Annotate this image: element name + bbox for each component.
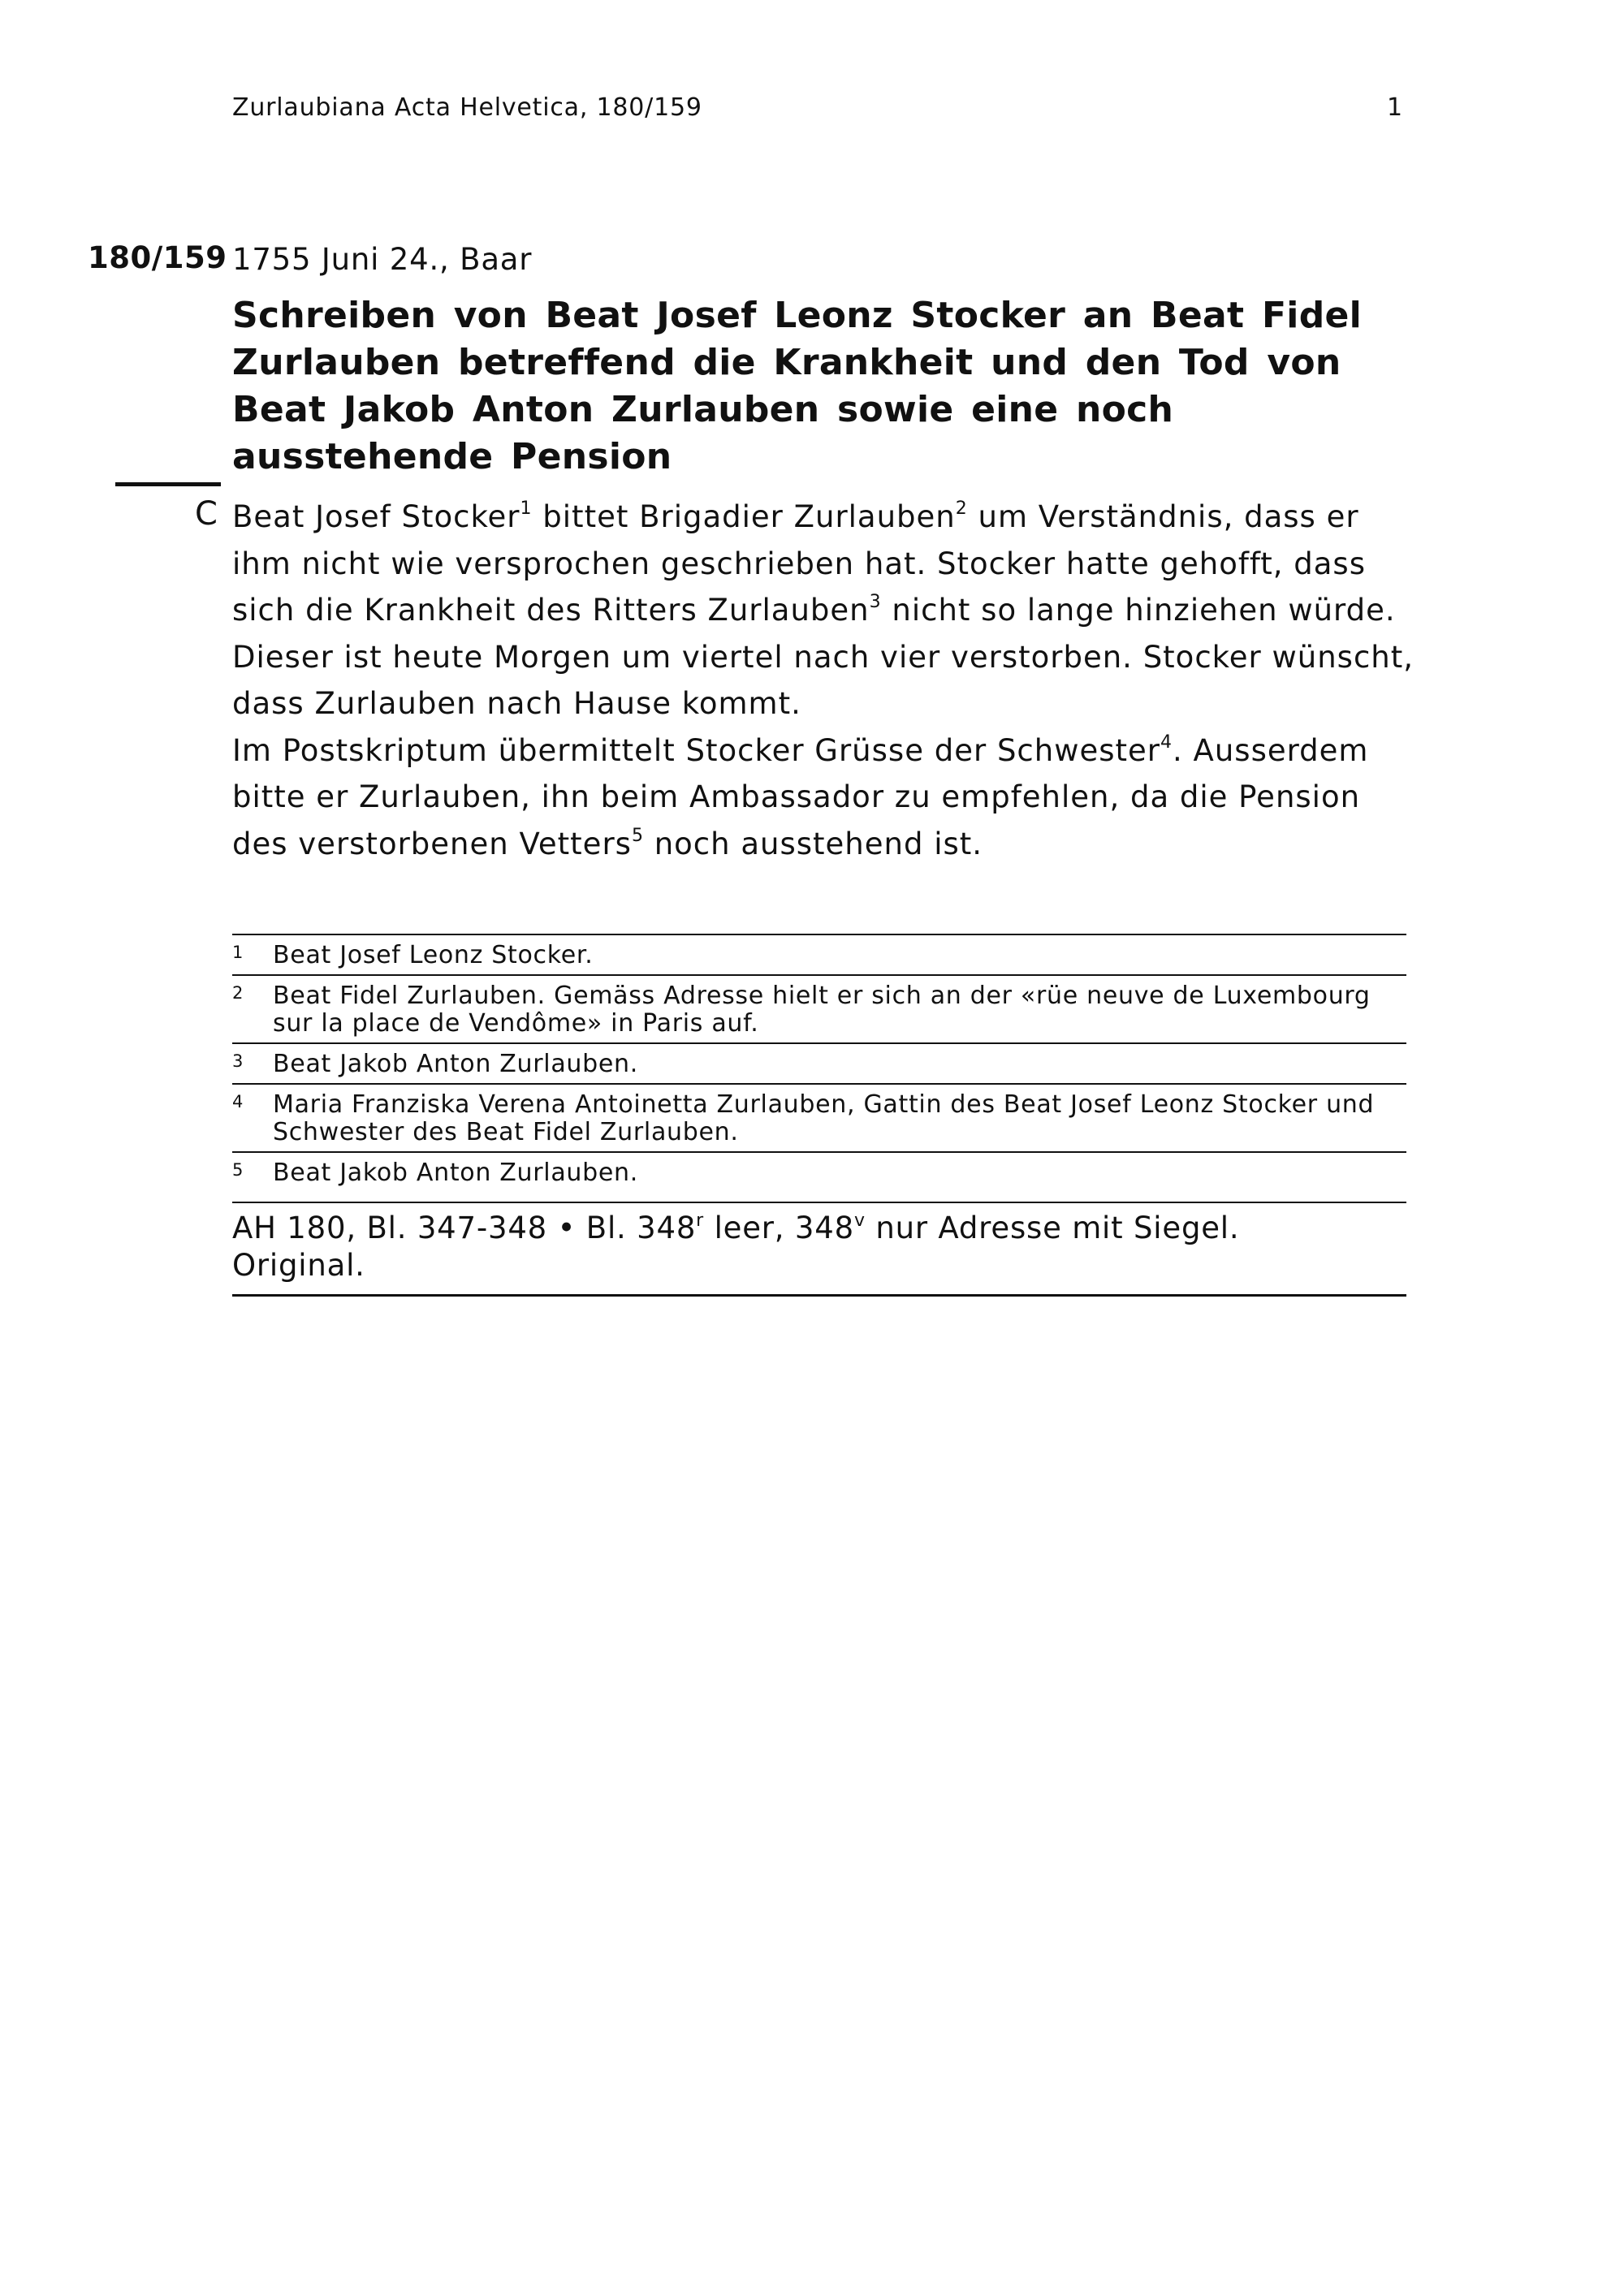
footnote [232, 934, 1406, 974]
summary-text: . Ausserdem bitte er Zurlauben, ihn beim Ambassador zu empfehlen, da die Pension des verstorbenen Vetters [232, 732, 1369, 861]
summary-paragraph [232, 494, 1426, 727]
footnote-text: Maria Franziska Verena Antoinetta Zurlauben, Gattin des Beat Josef Leonz Stocker und Schwester des Beat Fidel Zurlauben. [273, 1090, 1375, 1146]
footnote-number: 4 [232, 1092, 244, 1111]
footnote-text: Beat Jakob Anton Zurlauben. [273, 1050, 638, 1078]
footnote-ref[interactable]: 1 [520, 498, 533, 519]
footnote-ref[interactable]: 4 [1160, 732, 1173, 753]
summary-text: bittet Brigadier Zurlauben [532, 499, 956, 534]
footnote [232, 974, 1406, 1042]
footnote-ref[interactable]: 5 [631, 825, 644, 846]
footnote-text: Beat Jakob Anton Zurlauben. [273, 1159, 638, 1187]
section-marker-letter: C [195, 495, 218, 533]
summary-paragraph [232, 727, 1426, 868]
footnote [232, 1042, 1406, 1083]
source-original-label: Original. [232, 1248, 365, 1283]
source-text: nur Adresse mit Siegel. [865, 1211, 1240, 1245]
footnote-number: 3 [232, 1051, 244, 1071]
summary-text: Im Postskriptum übermittelt Stocker Grüsse der Schwester [232, 732, 1161, 768]
document-heading: Schreiben von Beat Josef Leonz Stocker an Beat Fidel Zurlauben betreffend die Krankheit und den Tod von Beat Jakob Anton Zurlauben sowie eine noch ausstehende Pension [232, 295, 1363, 477]
summary-text: um Verständnis, dass er ihm nicht wie versprochen geschrieben hat. Stocker hatte gehofft, dass sich die Krankheit des Ritters Zurlauben [232, 499, 1366, 628]
footnote [232, 1151, 1406, 1192]
source-text: leer, 348 [704, 1211, 854, 1245]
summary-text: noch ausstehend ist. [643, 826, 983, 861]
summary [232, 494, 1426, 867]
source-text: AH 180, Bl. 347-348 • Bl. 348 [232, 1211, 697, 1245]
footnote-ref[interactable]: 2 [955, 498, 968, 519]
summary-text: nicht so lange hinziehen würde. Dieser ist heute Morgen um viertel nach vier verstorben. Stocker wünscht, dass Zurlauben nach Hause kommt. [232, 593, 1415, 721]
footnote-number: 2 [232, 983, 244, 1003]
document-number: 180/159 [88, 240, 227, 275]
footnote-number: 1 [232, 943, 244, 962]
section-marker-rule [115, 482, 221, 486]
verso-mark: v [853, 1211, 866, 1231]
source-line [232, 1210, 1406, 1247]
document-date-place: 1755 Juni 24., Baar [232, 242, 533, 277]
footnote-text: Beat Fidel Zurlauben. Gemäss Adresse hielt er sich an der «rüe neuve de Luxembourg sur la place de Vendôme» in Paris auf. [273, 982, 1371, 1038]
page-number: 1 [1387, 93, 1403, 122]
summary-text: Beat Josef Stocker [232, 499, 520, 534]
running-title: Zurlaubiana Acta Helvetica, 180/159 [232, 93, 702, 122]
footnote-ref[interactable]: 3 [869, 592, 882, 612]
footnote-number: 5 [232, 1160, 244, 1180]
footnote-text: Beat Josef Leonz Stocker. [273, 941, 594, 969]
footnote [232, 1083, 1406, 1151]
source-note [232, 1202, 1406, 1297]
footnotes [232, 934, 1406, 1192]
recto-mark: r [696, 1211, 705, 1231]
